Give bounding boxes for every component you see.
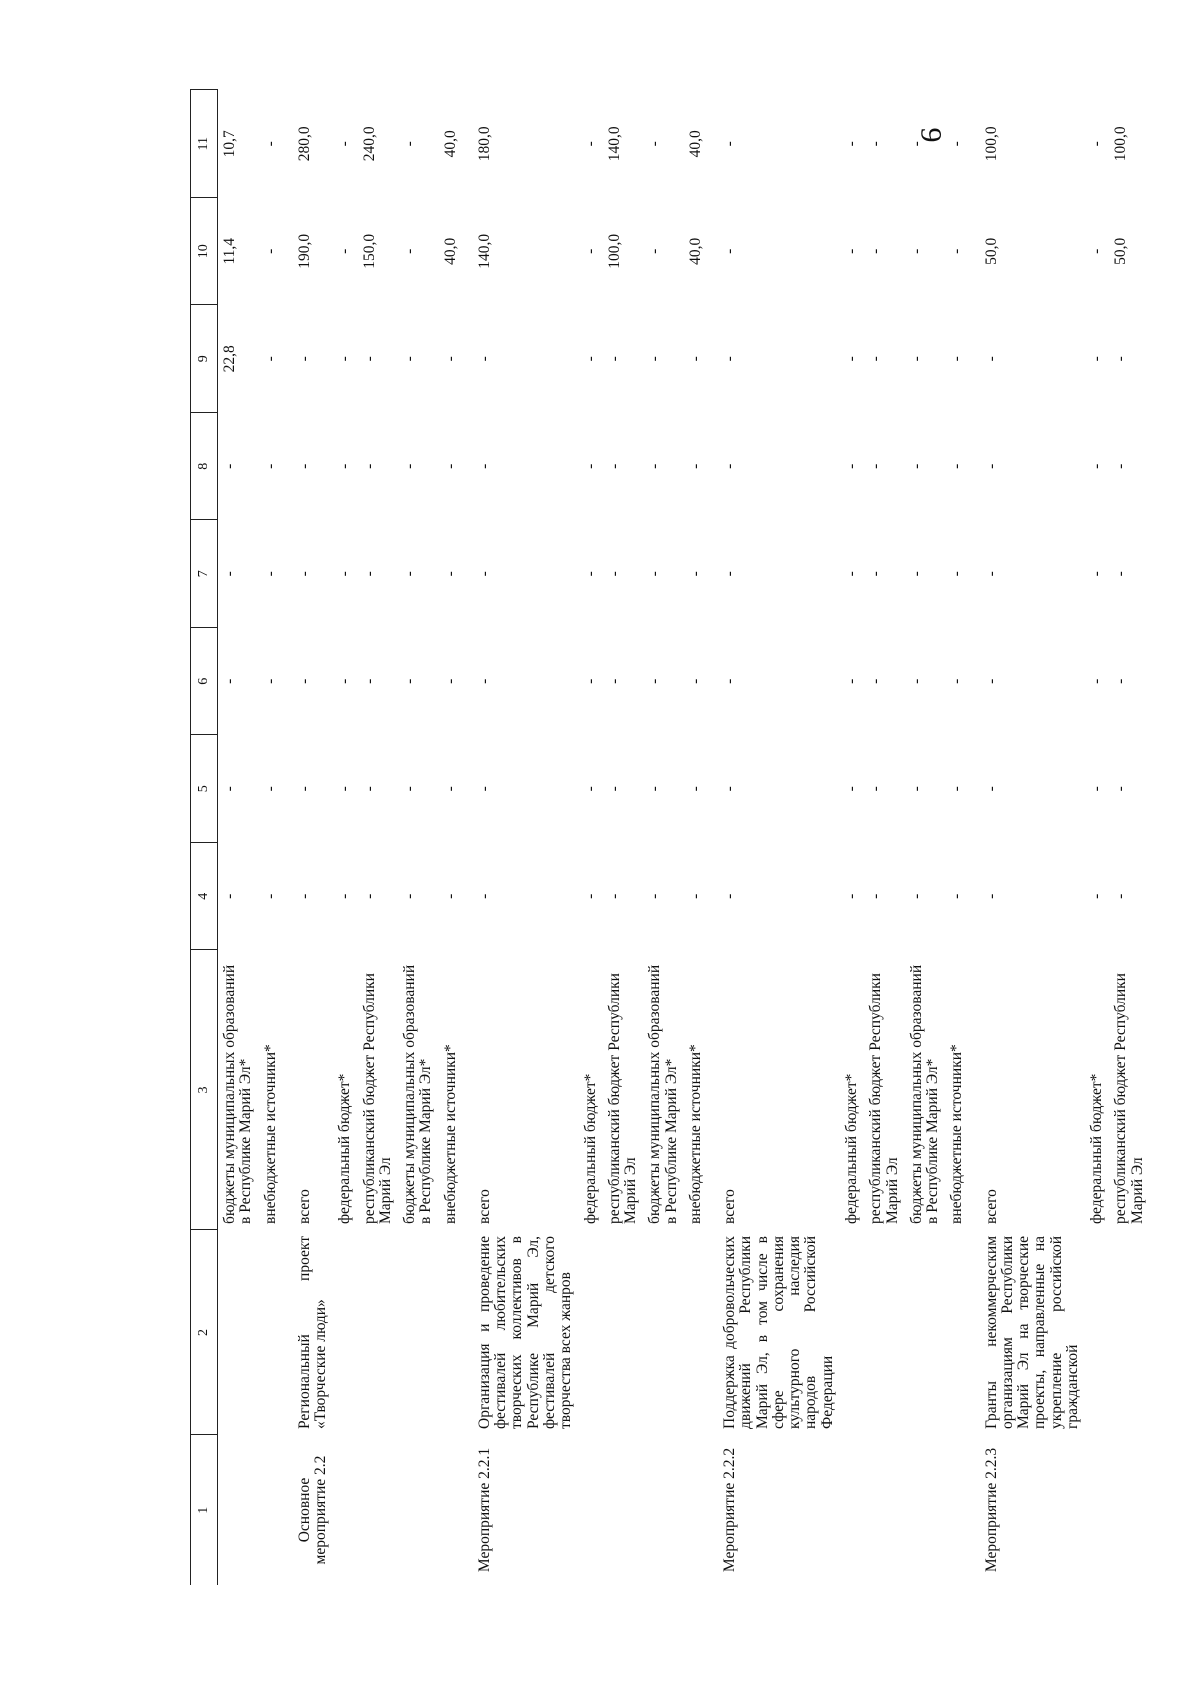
activity-type-cell (439, 1435, 463, 1585)
value-cell-col-6: - (605, 678, 623, 684)
activity-type-cell (864, 1435, 905, 1585)
funding-source-cell: всего (475, 1189, 493, 1224)
value-cell-col-8: - (842, 463, 860, 469)
activity-name-cell (840, 1230, 864, 1435)
value-cell-col-10: - (336, 248, 354, 254)
value-cell-col-11: - (401, 141, 419, 147)
activity-name-cell (358, 1230, 399, 1435)
funding-source-cell: бюджеты муниципальных образований в Республике Марий Эл* (646, 964, 680, 1224)
value-cell-col-11: - (261, 141, 279, 147)
value-cell-col-5: - (1112, 786, 1130, 792)
value-cell-col-7: - (907, 571, 925, 577)
value-cell-col-4: - (842, 893, 860, 899)
activity-type-cell (643, 1435, 684, 1585)
activity-name-cell (1085, 1230, 1109, 1435)
funding-source-cell: всего (982, 1189, 1000, 1224)
value-cell-col-11: - (336, 141, 354, 147)
table-row (333, 90, 357, 1585)
column-header-8: 8 (191, 413, 218, 521)
value-cell-col-4: - (907, 893, 925, 899)
value-cell-col-8: - (1088, 463, 1106, 469)
value-cell-col-11: 10,7 (221, 130, 238, 158)
value-cell-col-10: 40,0 (686, 237, 704, 265)
value-cell-col-7: - (221, 571, 238, 577)
table-row (864, 90, 905, 1585)
value-cell-col-7: - (948, 571, 966, 577)
value-cell-col-8: - (475, 463, 493, 469)
value-cell-col-6: - (948, 678, 966, 684)
value-cell-col-9: - (1088, 356, 1106, 362)
value-cell-col-6: - (295, 678, 313, 684)
value-cell-col-7: - (441, 571, 459, 577)
value-cell-col-9: - (261, 356, 279, 362)
table-row (398, 90, 439, 1585)
table-row (439, 90, 463, 1585)
value-cell-col-7: - (646, 571, 664, 577)
table-row (708, 90, 840, 1585)
value-cell-col-9: - (475, 356, 493, 362)
column-header-7: 7 (191, 520, 218, 628)
value-cell-col-7: - (401, 571, 419, 577)
activity-name-cell (333, 1230, 357, 1435)
value-cell-col-8: - (948, 463, 966, 469)
table-row (1109, 90, 1150, 1585)
value-cell-col-9: - (721, 356, 739, 362)
activity-type-cell (1109, 1435, 1150, 1585)
value-cell-col-11: - (721, 141, 739, 147)
table-row (684, 90, 708, 1585)
value-cell-col-8: - (605, 463, 623, 469)
value-cell-col-9: - (867, 356, 885, 362)
value-cell-col-11: - (646, 141, 664, 147)
value-cell-col-11: 280,0 (295, 126, 313, 162)
column-header-9: 9 (191, 305, 218, 413)
value-cell-col-9: - (842, 356, 860, 362)
value-cell-col-6: - (581, 678, 599, 684)
value-cell-col-5: - (441, 786, 459, 792)
activity-name-cell (603, 1230, 644, 1435)
value-cell-col-9: - (441, 356, 459, 362)
column-header-1: 1 (191, 1435, 218, 1585)
funding-source-cell: внебюджетные источники* (261, 1044, 279, 1224)
funding-source-cell: федеральный бюджет* (581, 1073, 599, 1224)
value-cell-col-6: - (867, 678, 885, 684)
value-cell-col-10: - (1088, 248, 1106, 254)
table-row (463, 90, 579, 1585)
value-cell-col-10: - (646, 248, 664, 254)
value-cell-col-6: - (1088, 678, 1106, 684)
value-cell-col-4: - (867, 893, 885, 899)
value-cell-col-4: - (295, 893, 313, 899)
value-cell-col-10: - (842, 248, 860, 254)
value-cell-col-4: - (475, 893, 493, 899)
value-cell-col-4: - (605, 893, 623, 899)
value-cell-col-9: - (581, 356, 599, 362)
value-cell-col-7: - (1088, 571, 1106, 577)
value-cell-col-4: - (221, 893, 238, 899)
activity-name-cell: Региональный проект «Творческие люди» (295, 1236, 330, 1429)
value-cell-col-5: - (336, 786, 354, 792)
value-cell-col-8: - (1112, 463, 1130, 469)
value-cell-col-6: - (721, 678, 739, 684)
value-cell-col-7: - (686, 571, 704, 577)
value-cell-col-9: - (907, 356, 925, 362)
value-cell-col-7: - (1112, 571, 1130, 577)
activity-type-cell (218, 1435, 259, 1585)
value-cell-col-11: - (867, 141, 885, 147)
value-cell-col-8: - (867, 463, 885, 469)
activity-type-cell: Основное мероприятие 2.2 (295, 1455, 330, 1565)
value-cell-col-9: - (982, 356, 1000, 362)
value-cell-col-11: 40,0 (441, 130, 459, 158)
value-cell-col-6: - (842, 678, 860, 684)
activity-name-cell (684, 1230, 708, 1435)
value-cell-col-8: - (441, 463, 459, 469)
value-cell-col-7: - (336, 571, 354, 577)
value-cell-col-5: - (605, 786, 623, 792)
activity-name-cell (905, 1230, 946, 1435)
activity-name-cell (398, 1230, 439, 1435)
value-cell-col-5: - (842, 786, 860, 792)
value-cell-col-4: - (948, 893, 966, 899)
value-cell-col-10: - (907, 248, 925, 254)
table-row (905, 90, 946, 1585)
rotated-table-container (190, 90, 1146, 1585)
value-cell-col-5: - (261, 786, 279, 792)
value-cell-col-6: - (261, 678, 279, 684)
value-cell-col-8: - (261, 463, 279, 469)
activity-name-cell: Организация и проведение фестивалей любительских творческих коллективов в Республике Марий Эл, фестивалей детского творчества всех жанров (475, 1236, 575, 1429)
column-header-10: 10 (191, 198, 218, 306)
table-row (1085, 90, 1109, 1585)
value-cell-col-10: - (581, 248, 599, 254)
value-cell-col-4: - (261, 893, 279, 899)
value-cell-col-10: 140,0 (475, 233, 493, 269)
value-cell-col-11: - (581, 141, 599, 147)
value-cell-col-10: 150,0 (360, 233, 378, 269)
value-cell-col-7: - (475, 571, 493, 577)
value-cell-col-9: - (295, 356, 313, 362)
funding-source-cell: всего (295, 1189, 313, 1224)
activity-type-cell (684, 1435, 708, 1585)
value-cell-col-5: - (401, 786, 419, 792)
funding-source-cell: внебюджетные источники* (686, 1044, 704, 1224)
value-cell-col-8: - (686, 463, 704, 469)
activity-name-cell (579, 1230, 603, 1435)
column-header-4: 4 (191, 843, 218, 951)
value-cell-col-6: - (221, 678, 238, 684)
funding-source-cell: бюджеты муниципальных образований в Республике Марий Эл* (401, 964, 435, 1224)
column-header-3: 3 (191, 950, 218, 1230)
funding-source-cell: республиканский бюджет Республики Марий Эл (360, 973, 394, 1224)
value-cell-col-8: - (336, 463, 354, 469)
value-cell-col-10: 40,0 (441, 237, 459, 265)
value-cell-col-7: - (261, 571, 279, 577)
value-cell-col-6: - (360, 678, 378, 684)
activity-name-cell: Поддержка добровольческих движений Республики Марий Эл, в том числе в сфере сохранения культурного наследия народов Российской Федерации (721, 1236, 836, 1429)
funding-source-cell: всего (721, 1189, 739, 1224)
value-cell-col-10: 11,4 (221, 237, 238, 265)
activity-name-cell (1109, 1230, 1150, 1435)
value-cell-col-4: - (360, 893, 378, 899)
activity-name-cell (945, 1230, 969, 1435)
value-cell-col-6: - (1112, 678, 1130, 684)
table-row (283, 90, 334, 1585)
value-cell-col-5: - (907, 786, 925, 792)
value-cell-col-11: - (948, 141, 966, 147)
value-cell-col-4: - (1112, 893, 1130, 899)
activity-name-cell (259, 1230, 283, 1435)
value-cell-col-9: - (948, 356, 966, 362)
value-cell-col-10: - (721, 248, 739, 254)
value-cell-col-5: - (948, 786, 966, 792)
budget-table (190, 90, 1150, 1586)
value-cell-col-7: - (982, 571, 1000, 577)
column-header-6: 6 (191, 628, 218, 736)
value-cell-col-5: - (360, 786, 378, 792)
funding-source-cell: бюджеты муниципальных образований в Республике Марий Эл* (221, 964, 255, 1224)
funding-source-cell: республиканский бюджет Республики Марий Эл (1112, 973, 1146, 1224)
value-cell-col-6: - (441, 678, 459, 684)
value-cell-col-5: - (221, 786, 238, 792)
value-cell-col-4: - (581, 893, 599, 899)
table-row (218, 90, 259, 1585)
value-cell-col-7: - (867, 571, 885, 577)
value-cell-col-11: - (907, 141, 925, 147)
activity-name-cell: Гранты некоммерческим организациям Республики Марий Эл на творческие проекты, направленные на укрепление российской гражданской (982, 1236, 1081, 1429)
value-cell-col-9: - (646, 356, 664, 362)
value-cell-col-7: - (605, 571, 623, 577)
table-row (603, 90, 644, 1585)
value-cell-col-6: - (686, 678, 704, 684)
value-cell-col-4: - (401, 893, 419, 899)
value-cell-col-9: - (605, 356, 623, 362)
value-cell-col-4: - (1088, 893, 1106, 899)
value-cell-col-11: - (1088, 141, 1106, 147)
value-cell-col-8: - (360, 463, 378, 469)
funding-source-cell: федеральный бюджет* (1088, 1073, 1106, 1224)
activity-type-cell (905, 1435, 946, 1585)
value-cell-col-11: 240,0 (360, 126, 378, 162)
value-cell-col-6: - (646, 678, 664, 684)
table-row (579, 90, 603, 1585)
value-cell-col-10: - (401, 248, 419, 254)
activity-type-cell: Мероприятие 2.2.2 (721, 1447, 739, 1573)
value-cell-col-6: - (907, 678, 925, 684)
value-cell-col-10: - (261, 248, 279, 254)
value-cell-col-11: 40,0 (686, 130, 704, 158)
table-row (259, 90, 283, 1585)
table-row (970, 90, 1086, 1585)
activity-type-cell (603, 1435, 644, 1585)
value-cell-col-10: 50,0 (982, 237, 1000, 265)
activity-type-cell (358, 1435, 399, 1585)
activity-type-cell: Мероприятие 2.2.3 (982, 1447, 1000, 1573)
header-row (191, 90, 218, 1585)
value-cell-col-9: - (336, 356, 354, 362)
table-row (945, 90, 969, 1585)
value-cell-col-5: - (686, 786, 704, 792)
activity-name-cell (864, 1230, 905, 1435)
value-cell-col-10: 190,0 (295, 233, 313, 269)
value-cell-col-5: - (646, 786, 664, 792)
value-cell-col-9: - (1112, 356, 1130, 362)
page-number: 9 (914, 127, 948, 143)
value-cell-col-7: - (360, 571, 378, 577)
activity-type-cell (945, 1435, 969, 1585)
value-cell-col-8: - (982, 463, 1000, 469)
value-cell-col-10: - (867, 248, 885, 254)
value-cell-col-7: - (581, 571, 599, 577)
activity-name-cell (218, 1230, 259, 1435)
table-body (218, 90, 1150, 1585)
funding-source-cell: федеральный бюджет* (842, 1073, 860, 1224)
value-cell-col-10: 50,0 (1112, 237, 1130, 265)
value-cell-col-4: - (982, 893, 1000, 899)
value-cell-col-6: - (401, 678, 419, 684)
activity-type-cell (398, 1435, 439, 1585)
value-cell-col-7: - (295, 571, 313, 577)
value-cell-col-11: 100,0 (982, 126, 1000, 162)
value-cell-col-5: - (475, 786, 493, 792)
value-cell-col-10: 100,0 (605, 233, 623, 269)
value-cell-col-6: - (475, 678, 493, 684)
value-cell-col-4: - (646, 893, 664, 899)
activity-type-cell (579, 1435, 603, 1585)
value-cell-col-9: - (686, 356, 704, 362)
value-cell-col-11: 140,0 (605, 126, 623, 162)
value-cell-col-8: - (907, 463, 925, 469)
table-row (643, 90, 684, 1585)
value-cell-col-5: - (721, 786, 739, 792)
funding-source-cell: республиканский бюджет Республики Марий Эл (605, 973, 640, 1224)
value-cell-col-4: - (336, 893, 354, 899)
funding-source-cell: бюджеты муниципальных образований в Республике Марий Эл* (907, 964, 942, 1224)
column-header-2: 2 (191, 1230, 218, 1435)
value-cell-col-7: - (842, 571, 860, 577)
funding-source-cell: федеральный бюджет* (336, 1073, 354, 1224)
value-cell-col-11: - (842, 141, 860, 147)
value-cell-col-4: - (686, 893, 704, 899)
value-cell-col-5: - (982, 786, 1000, 792)
value-cell-col-8: - (581, 463, 599, 469)
value-cell-col-8: - (221, 463, 238, 469)
value-cell-col-5: - (867, 786, 885, 792)
value-cell-col-9: - (360, 356, 378, 362)
table-row (840, 90, 864, 1585)
value-cell-col-11: 180,0 (475, 126, 493, 162)
value-cell-col-5: - (1088, 786, 1106, 792)
value-cell-col-8: - (646, 463, 664, 469)
column-header-5: 5 (191, 735, 218, 843)
activity-type-cell (1085, 1435, 1109, 1585)
value-cell-col-10: - (948, 248, 966, 254)
activity-type-cell (840, 1435, 864, 1585)
value-cell-col-9: - (401, 356, 419, 362)
value-cell-col-4: - (721, 893, 739, 899)
value-cell-col-6: - (336, 678, 354, 684)
activity-type-cell (333, 1435, 357, 1585)
value-cell-col-11: 100,0 (1112, 126, 1130, 162)
value-cell-col-4: - (441, 893, 459, 899)
funding-source-cell: внебюджетные источники* (441, 1044, 459, 1224)
funding-source-cell: внебюджетные источники* (948, 1044, 966, 1224)
value-cell-col-5: - (295, 786, 313, 792)
activity-type-cell: Мероприятие 2.2.1 (475, 1447, 493, 1573)
value-cell-col-7: - (721, 571, 739, 577)
value-cell-col-6: - (982, 678, 1000, 684)
table-row (358, 90, 399, 1585)
value-cell-col-5: - (581, 786, 599, 792)
table-header (191, 90, 218, 1585)
value-cell-col-8: - (295, 463, 313, 469)
value-cell-col-8: - (721, 463, 739, 469)
column-header-11: 11 (191, 90, 218, 198)
value-cell-col-8: - (401, 463, 419, 469)
activity-type-cell (259, 1435, 283, 1585)
activity-name-cell (643, 1230, 684, 1435)
funding-source-cell: республиканский бюджет Республики Марий Эл (867, 973, 901, 1224)
value-cell-col-9: 22,8 (221, 345, 238, 373)
activity-name-cell (439, 1230, 463, 1435)
